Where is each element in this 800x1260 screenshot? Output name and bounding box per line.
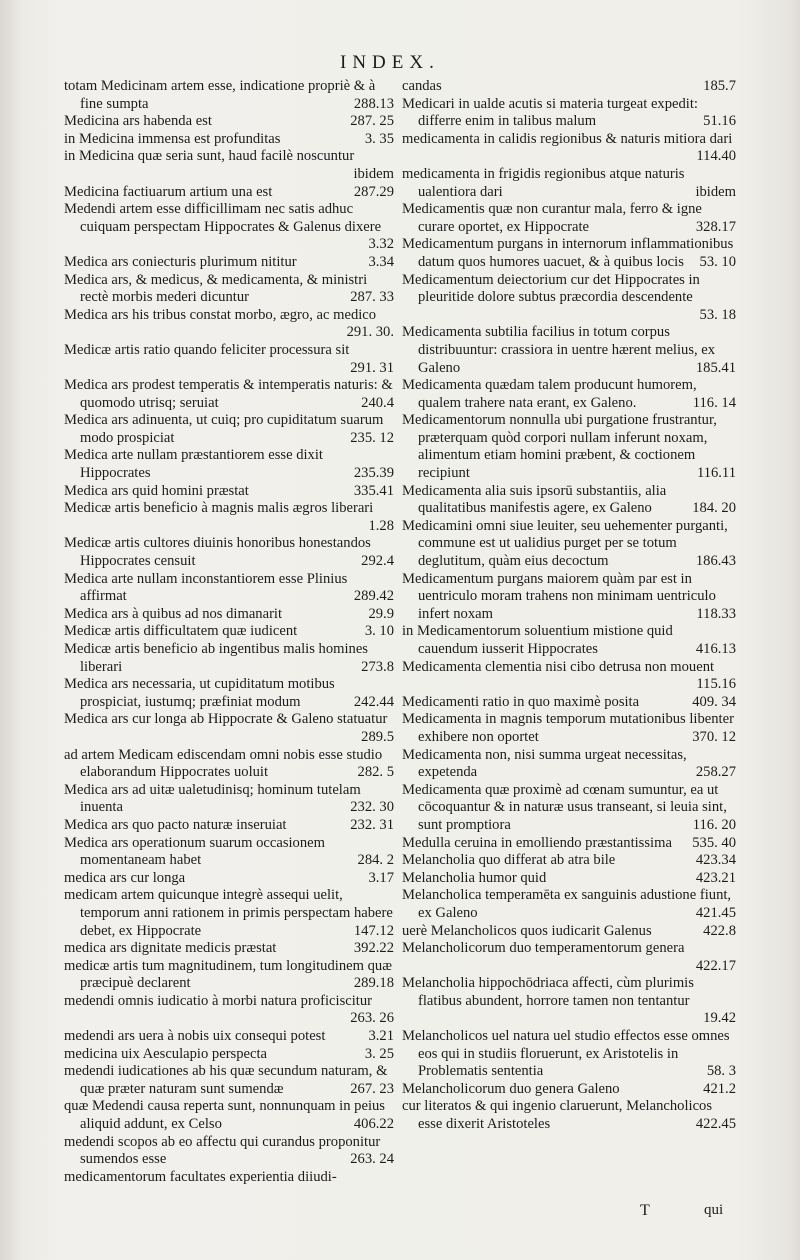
page-reference: 392.22 bbox=[353, 940, 394, 957]
entry-text: medendi scopos ab eo affectu qui curandus proponitur sumendos esse bbox=[64, 1133, 381, 1168]
entry-text: Medicæ artis cultores diuinis honoribus honestandos Hippocrates censuit bbox=[64, 535, 371, 570]
page-reference: 232. 31 bbox=[350, 816, 394, 833]
page-reference: 335.41 bbox=[353, 482, 394, 499]
page-reference: 53. 18 bbox=[699, 306, 736, 323]
page-reference: 116.11 bbox=[696, 465, 736, 482]
index-entry bbox=[64, 483, 394, 501]
index-entry bbox=[64, 835, 394, 870]
page-reference: 235. 12 bbox=[350, 429, 394, 446]
index-entry bbox=[64, 958, 394, 993]
entry-text: Medicæ artis difficultatem quæ iudicent bbox=[64, 623, 298, 640]
page-reference: 291. 31 bbox=[350, 359, 394, 376]
entry-text: Medicamentum deiectorium cur det Hippocrates in pleuritide dolore subtus præcordia descendente bbox=[402, 271, 700, 306]
index-entry bbox=[402, 131, 736, 166]
page-reference: 19.42 bbox=[703, 1010, 736, 1027]
entry-text: Melancholicos uel natura uel studio effectos esse omnes eos qui in studiis floruerunt, ex Aristotelis in Problematis sententia bbox=[402, 1028, 730, 1080]
index-entry bbox=[64, 1098, 394, 1133]
index-entry bbox=[402, 711, 736, 746]
entry-text: Medicamini omni siue leuiter, seu uehementer purganti, commune est ut ualidius purget per se totum deglutitum, quàm eius decoctum bbox=[402, 517, 728, 570]
page-reference: 328.17 bbox=[695, 218, 736, 235]
right-index-column bbox=[402, 78, 736, 1134]
index-entry bbox=[402, 852, 736, 870]
entry-text: Medicamenta quædam talem producunt humorem, qualem trahere nata erant, ex Galeno. bbox=[402, 377, 697, 411]
index-entry bbox=[64, 1063, 394, 1098]
index-entry bbox=[402, 747, 736, 782]
entry-text: Medicamentum purgans maiorem quàm par est in uentriculo moram trahens non minimam uentriculo infert noxam bbox=[402, 570, 716, 622]
entry-text: Medica ars quid homini præstat bbox=[64, 482, 249, 499]
entry-text: in Medicina quæ seria sunt, haud facilè noscuntur bbox=[64, 148, 355, 165]
entry-text: Medicamenta in magnis temporum mutationibus libenter exhibere non oportet bbox=[402, 711, 734, 745]
index-entry bbox=[402, 324, 736, 377]
entry-text: Medicina ars habenda est bbox=[64, 113, 212, 130]
entry-text: totam Medicinam artem esse, indicatione propriè & à fine sumpta bbox=[64, 78, 376, 112]
entry-text: Medica ars, & medicus, & medicamenta, & ministri rectè morbis mederi dicuntur bbox=[64, 271, 368, 306]
entry-text: Medicamenti ratio in quo maximè posita bbox=[402, 693, 640, 710]
page-reference: 118.33 bbox=[696, 605, 736, 622]
index-entry bbox=[402, 272, 736, 325]
entry-text: Medica ars cur longa ab Hippocrate & Galeno statuatur bbox=[64, 711, 388, 728]
entry-text: Medica ars operationum suarum occasionem momentaneam habet bbox=[64, 834, 325, 869]
page-reference: 3. 35 bbox=[364, 130, 394, 147]
index-entry bbox=[64, 1046, 394, 1064]
page-reference: ibidem bbox=[695, 183, 736, 200]
page-reference: 263. 24 bbox=[350, 1151, 394, 1168]
index-entry bbox=[64, 817, 394, 835]
index-entry bbox=[402, 96, 736, 131]
entry-text: medendi iudicationes ab his quæ secundum naturam, & quæ præter naturam sunt sumendæ bbox=[64, 1063, 388, 1097]
entry-text: medicam artem quicunque integrè assequi uelit, temporum anni rationem in primis perspectam habere debet, ex Hippocrate bbox=[64, 887, 393, 939]
page-reference: 288.13 bbox=[353, 95, 394, 112]
index-entry bbox=[64, 1028, 394, 1046]
index-entry bbox=[64, 993, 394, 1028]
page-reference: 3.17 bbox=[368, 869, 394, 886]
entry-text: Medicina factiuarum artium una est bbox=[64, 183, 273, 200]
entry-text: Medulla ceruina in emolliendo præstantissima bbox=[402, 834, 672, 851]
page-reference: 289.5 bbox=[361, 728, 394, 745]
entry-text: Melancholia quo differat ab atra bile bbox=[402, 852, 616, 869]
index-entry bbox=[64, 307, 394, 342]
index-entry bbox=[64, 272, 394, 307]
entry-text: Medicamentorum nonnulla ubi purgatione frustrantur, præterquam quòd corpori nullam inferunt noxam, alimentum etiam homini præbent, & coctionem recipiunt bbox=[402, 412, 717, 482]
page-header: INDEX. bbox=[340, 52, 440, 73]
index-entry bbox=[402, 166, 736, 201]
page-reference: 421.45 bbox=[695, 904, 736, 921]
page-reference: 51.16 bbox=[703, 113, 736, 130]
entry-text: Medica ars adinuenta, ut cuiq; pro cupiditatum suarum modo prospiciat bbox=[64, 412, 384, 446]
page-reference: ibidem bbox=[353, 165, 394, 182]
page-reference: 267. 23 bbox=[350, 1080, 394, 1097]
entry-text: medica ars cur longa bbox=[64, 869, 186, 886]
left-index-column bbox=[64, 78, 394, 1186]
index-entry bbox=[64, 711, 394, 746]
page-reference: 258.27 bbox=[695, 764, 736, 781]
entry-text: Medicamenta non, nisi summa urgeat necessitas, expetenda bbox=[402, 746, 687, 781]
entry-text: Medicamenta alia suis ipsorū substantiis, alia qualitatibus manifestis agere, ex Galeno bbox=[402, 482, 667, 517]
page-reference: 406.22 bbox=[353, 1116, 394, 1133]
index-entry bbox=[64, 641, 394, 676]
entry-text: Medicari in ualde acutis si materia turgeat expedit: differre enim in talibus malum bbox=[402, 95, 698, 130]
index-entry bbox=[64, 782, 394, 817]
entry-text: Medicæ artis beneficio à magnis malis ægros liberari bbox=[64, 500, 374, 517]
entry-text: quæ Medendi causa reperta sunt, nonnunquam in peius aliquid addunt, ex Celso bbox=[64, 1098, 385, 1133]
index-entry bbox=[402, 1081, 736, 1099]
page-reference: 263. 26 bbox=[350, 1010, 394, 1027]
page-reference: 287. 33 bbox=[350, 289, 394, 306]
entry-text: Melancholicorum duo genera Galeno bbox=[402, 1080, 620, 1097]
index-entry bbox=[402, 201, 736, 236]
index-entry bbox=[64, 887, 394, 940]
page-reference: 289.18 bbox=[353, 975, 394, 992]
page-reference: 147.12 bbox=[353, 922, 394, 939]
entry-text: Medicamenta subtilia facilius in totum corpus distribuuntur: crassiora in uentre hærent melius, ex Galeno bbox=[402, 324, 716, 376]
entry-text: Medicamenta quæ proximè ad cœnam sumuntur, ea ut cōcoquantur & in naturæ usus transeant, si leuia sint, sunt promptiora bbox=[402, 781, 727, 833]
page-reference: 291. 30. bbox=[346, 324, 394, 341]
index-entry bbox=[402, 1098, 736, 1133]
index-entry bbox=[402, 923, 736, 941]
entry-text: Medicæ artis beneficio ab ingentibus malis homines liberari bbox=[64, 641, 368, 675]
page-reference: 422.17 bbox=[695, 957, 736, 974]
index-entry bbox=[64, 1134, 394, 1169]
page-reference: 423.21 bbox=[695, 869, 736, 886]
entry-text: Medica ars ad uitæ ualetudinisq; hominum tutelam inuenta bbox=[64, 781, 361, 816]
page-reference: 422.45 bbox=[695, 1116, 736, 1133]
index-entry bbox=[64, 870, 394, 888]
page-reference: 421.2 bbox=[703, 1080, 736, 1097]
entry-text: medicina uix Aesculapio perspecta bbox=[64, 1045, 268, 1062]
page-reference: 1.28 bbox=[368, 517, 394, 534]
index-entry bbox=[402, 412, 736, 482]
page-reference: 423.34 bbox=[695, 852, 736, 869]
entry-text: Melancholia humor quid bbox=[402, 869, 547, 886]
entry-text: in Medicina immensa est profunditas bbox=[64, 130, 281, 147]
page-reference: 114.40 bbox=[696, 148, 736, 165]
index-entry bbox=[64, 623, 394, 641]
entry-text: Medicamentum purgans in internorum inflammationibus datum quos humores uacuet, & à quibus locis bbox=[402, 236, 734, 270]
index-entry bbox=[64, 113, 394, 131]
page-reference: 185.41 bbox=[695, 359, 736, 376]
entry-text: Medica ars necessaria, ut cupiditatum motibus prospiciat, iustumq; præfiniat modum bbox=[64, 676, 335, 710]
page-reference: 3. 10 bbox=[364, 623, 394, 640]
page-reference: 287. 25 bbox=[350, 113, 394, 130]
page-reference: 115.16 bbox=[696, 676, 736, 693]
index-entry bbox=[402, 659, 736, 694]
entry-text: Medica ars his tribus constat morbo, ægro, ac medico bbox=[64, 306, 377, 323]
entry-text: medicamentorum facultates experientia diiudi- bbox=[64, 1168, 337, 1185]
entry-text: in Medicamentorum soluentium mistione quid cauendum iusserit Hippocrates bbox=[402, 623, 673, 657]
index-entry bbox=[402, 236, 736, 271]
entry-text: Medicæ artis ratio quando feliciter processura sit bbox=[64, 341, 350, 358]
page-reference: 29.9 bbox=[368, 605, 394, 622]
index-entry bbox=[64, 747, 394, 782]
index-entry bbox=[402, 571, 736, 624]
entry-text: cur literatos & qui ingenio claruerunt, Melancholicos esse dixerit Aristoteles bbox=[402, 1098, 713, 1133]
catchword: qui bbox=[704, 1202, 724, 1218]
index-entry bbox=[64, 1169, 394, 1187]
entry-text: Medica arte nullam præstantiorem esse dixit Hippocrates bbox=[64, 447, 323, 482]
index-entry bbox=[64, 940, 394, 958]
index-entry bbox=[64, 254, 394, 272]
entry-text: Melancholica temperamēta ex sanguinis adustione fiunt, ex Galeno bbox=[402, 887, 732, 921]
index-entry bbox=[402, 694, 736, 712]
index-entry bbox=[402, 623, 736, 658]
index-entry bbox=[64, 500, 394, 535]
page-reference: 184. 20 bbox=[692, 500, 736, 517]
entry-text: candas bbox=[402, 78, 442, 94]
index-entry bbox=[402, 78, 736, 96]
page-reference: 3.34 bbox=[368, 253, 394, 270]
index-entry bbox=[402, 940, 736, 975]
index-entry bbox=[402, 887, 736, 922]
index-entry bbox=[402, 377, 736, 412]
page-reference: 116. 20 bbox=[692, 816, 736, 833]
page-reference: 58. 3 bbox=[706, 1063, 736, 1080]
index-entry bbox=[64, 377, 394, 412]
index-entry bbox=[402, 782, 736, 835]
entry-text: medendi omnis iudicatio à morbi natura proficiscitur bbox=[64, 992, 373, 1009]
index-entry bbox=[402, 1028, 736, 1081]
entry-text: medicæ artis tum magnitudinem, tum longitudinem quæ præcipuè declarent bbox=[64, 957, 392, 992]
index-entry bbox=[64, 78, 394, 113]
entry-text: Medicamenta clementia nisi cibo detrusa non mouent bbox=[402, 658, 715, 675]
index-entry bbox=[64, 342, 394, 377]
entry-text: Medica ars quo pacto naturæ inseruiat bbox=[64, 816, 287, 833]
index-entry bbox=[64, 184, 394, 202]
page-reference: 232. 30 bbox=[350, 799, 394, 816]
index-entry bbox=[402, 483, 736, 518]
page-reference: 292.4 bbox=[361, 553, 394, 570]
page-reference: 53. 10 bbox=[699, 253, 736, 270]
entry-text: Medica arte nullam inconstantiorem esse Plinius affirmat bbox=[64, 570, 348, 605]
index-entry bbox=[402, 870, 736, 888]
index-entry bbox=[64, 571, 394, 606]
page-reference: 3.21 bbox=[368, 1028, 394, 1045]
page-reference: 282. 5 bbox=[357, 764, 394, 781]
page-reference: 409. 34 bbox=[692, 693, 736, 710]
index-entry bbox=[402, 835, 736, 853]
page-reference: 535. 40 bbox=[692, 834, 736, 851]
page-reference: 242.44 bbox=[353, 693, 394, 710]
entry-text: Medendi artem esse difficillimam nec satis adhuc cuiquam perspectam Hippocrates & Galenus dixere bbox=[64, 201, 382, 235]
entry-text: medendi ars uera à nobis uix consequi potest bbox=[64, 1028, 326, 1045]
index-entry bbox=[402, 975, 736, 1028]
entry-text: Melancholia hippochōdriaca affecti, cùm plurimis flatibus abundent, horrore tamen non tentantur bbox=[402, 975, 694, 1009]
page-reference: 416.13 bbox=[695, 641, 736, 657]
signature-mark: T bbox=[640, 1202, 650, 1219]
entry-text: ad artem Medicam ediscendam omni nobis esse studio elaborandum Hippocrates uoluit bbox=[64, 746, 383, 781]
page-reference: 235.39 bbox=[353, 465, 394, 482]
entry-text: medica ars dignitate medicis præstat bbox=[64, 940, 277, 957]
entry-text: Medica ars coniecturis plurimum nititur bbox=[64, 253, 297, 270]
page-reference: 422.8 bbox=[703, 922, 736, 939]
page-reference: 185.7 bbox=[703, 78, 736, 94]
page-reference: 3.32 bbox=[368, 236, 394, 253]
index-entry bbox=[64, 412, 394, 447]
index-entry bbox=[64, 131, 394, 149]
page-reference: 186.43 bbox=[695, 553, 736, 570]
page-reference: 289.42 bbox=[353, 588, 394, 605]
entry-text: Medica ars prodest temperatis & intemperatis naturis: & quomodo utrisq; seruiat bbox=[64, 377, 393, 411]
index-entry bbox=[64, 676, 394, 711]
entry-text: Medica ars à quibus ad nos dimanarit bbox=[64, 605, 283, 622]
entry-text: medicamenta in calidis regionibus & naturis mitiora dari bbox=[402, 130, 733, 147]
index-entry bbox=[64, 447, 394, 482]
page-reference: 116. 14 bbox=[692, 394, 736, 411]
entry-text: Medicamentis quæ non curantur mala, ferro & igne curare oportet, ex Hippocrate bbox=[402, 201, 702, 235]
index-entry bbox=[64, 535, 394, 570]
index-entry bbox=[64, 148, 394, 183]
entry-text: uerè Melancholicos quos iudicarit Galenus bbox=[402, 922, 652, 939]
page-reference: 370. 12 bbox=[692, 728, 736, 745]
entry-text: Melancholicorum duo temperamentorum genera bbox=[402, 940, 685, 957]
entry-text: medicamenta in frigidis regionibus atque naturis ualentiora dari bbox=[402, 165, 685, 200]
page-reference: 287.29 bbox=[353, 183, 394, 200]
index-entry bbox=[402, 518, 736, 571]
index-entry bbox=[64, 201, 394, 254]
page-reference: 240.4 bbox=[361, 394, 394, 411]
page-reference: 3. 25 bbox=[364, 1045, 394, 1062]
index-entry bbox=[64, 606, 394, 624]
page-reference: 273.8 bbox=[361, 658, 394, 675]
page-reference: 284. 2 bbox=[357, 852, 394, 869]
